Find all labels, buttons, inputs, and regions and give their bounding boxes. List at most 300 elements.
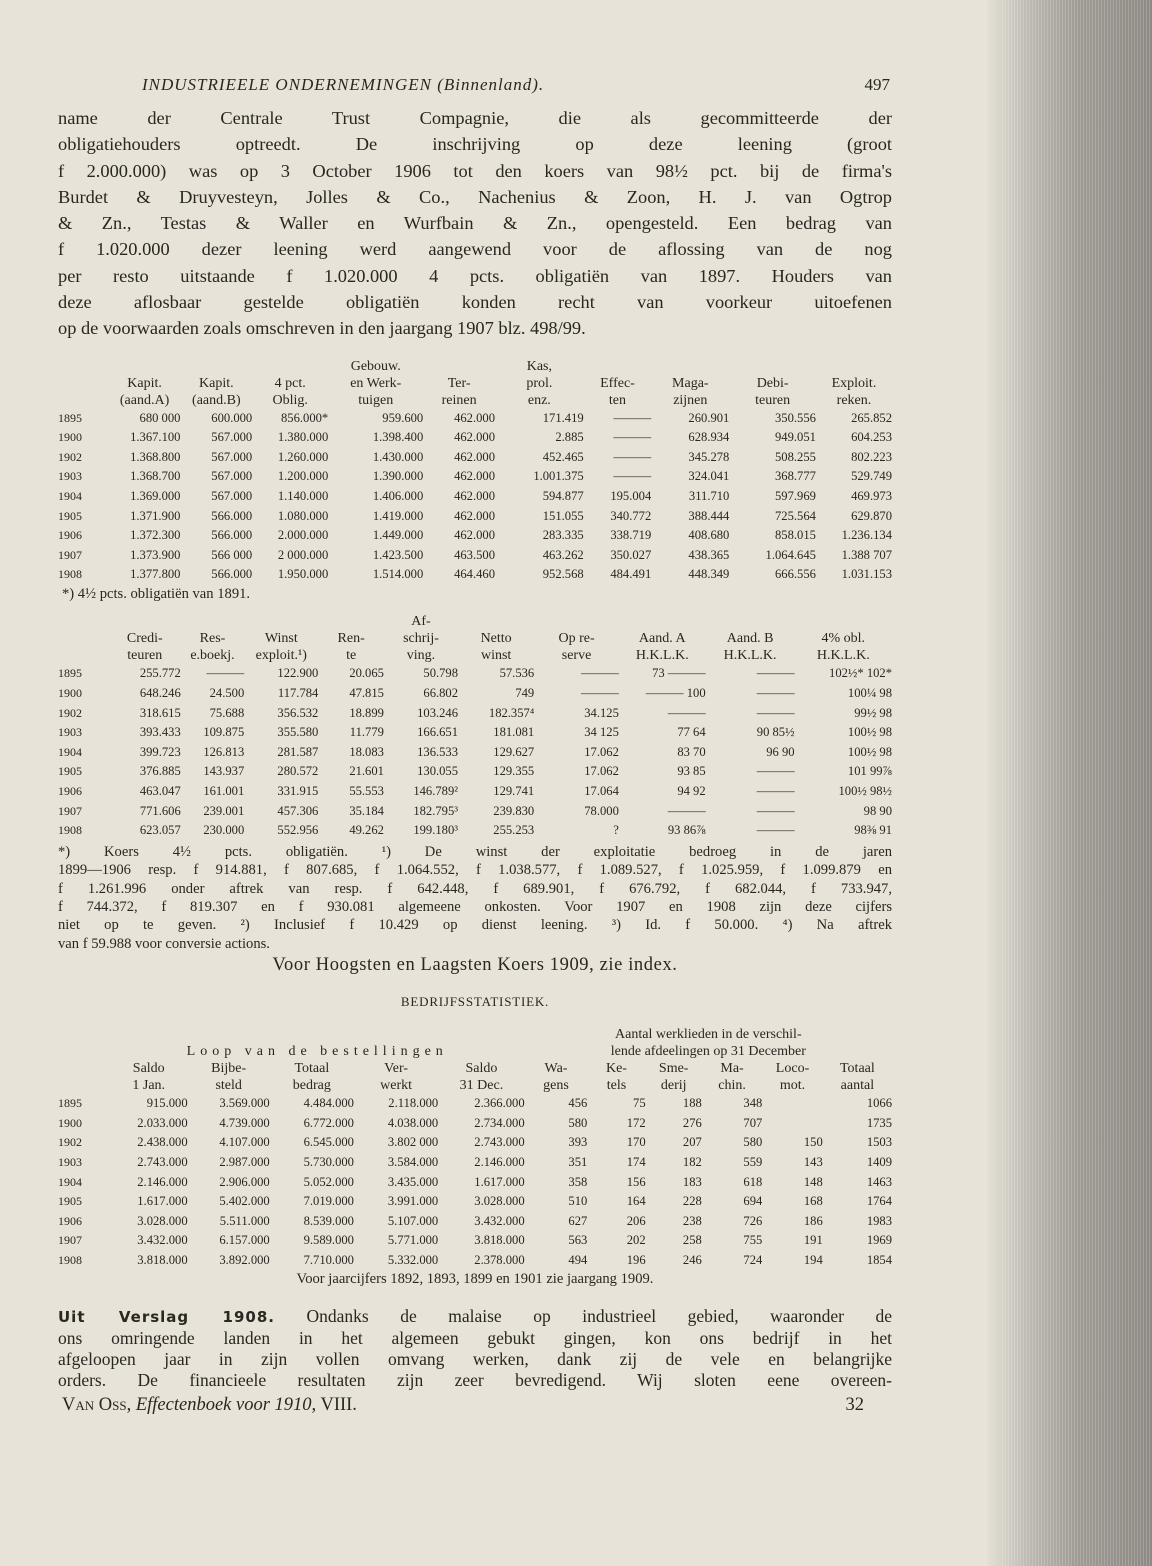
table-cell: 1.200.000 bbox=[277, 469, 329, 484]
table-cell: 376.885 bbox=[139, 764, 181, 779]
table-row bbox=[58, 664, 892, 684]
column-header: 31 Dec. bbox=[459, 1078, 504, 1094]
column-header: exploit.¹) bbox=[255, 648, 307, 664]
table-cell: 280.572 bbox=[277, 764, 319, 779]
table-cell: 469.973 bbox=[851, 489, 892, 504]
table-cell: 1.398.400 bbox=[372, 430, 424, 445]
table-cell: 3.818.000 bbox=[474, 1233, 525, 1248]
column-header: reinen bbox=[441, 392, 477, 408]
footer-book: Effectenboek voor 1910, bbox=[135, 1394, 317, 1415]
footnote-line: niet op te geven. ²) Inclusief f 10.429 op dienst leening. ³) Id. f 50.000. ⁴) Na aftrek bbox=[58, 917, 892, 934]
table-cell: 151.055 bbox=[542, 508, 584, 523]
table-cell: 129.741 bbox=[493, 783, 535, 798]
table-cell bbox=[762, 1094, 822, 1114]
table-cell: 462.000 bbox=[454, 430, 496, 445]
year-cell: 1906 bbox=[58, 1213, 82, 1228]
table-cell: 666.556 bbox=[774, 567, 816, 582]
table-cell: 1.950.000 bbox=[277, 567, 329, 582]
table-cell: 196 bbox=[626, 1252, 646, 1267]
table-row bbox=[58, 467, 892, 487]
table-cell: 2.885 bbox=[555, 430, 584, 445]
column-header: en Werk- bbox=[350, 375, 402, 391]
table-cell: 1.064.645 bbox=[765, 547, 816, 562]
table-cell: 90 85½ bbox=[756, 725, 795, 740]
year-cell: 1904 bbox=[58, 1174, 82, 1189]
footnote-line: f 1.261.996 onder aftrek van resp. f 642.448, f 689.901, f 676.792, f 682.044, f 733.947, bbox=[58, 880, 892, 897]
table-cell: 6.157.000 bbox=[219, 1233, 270, 1248]
table-cell: 1969 bbox=[866, 1233, 892, 1248]
table-cell: 34 125 bbox=[584, 725, 619, 740]
table-cell: 463.500 bbox=[454, 547, 496, 562]
column-header bbox=[109, 358, 181, 375]
table-cell: 580 bbox=[743, 1135, 763, 1150]
column-header: Kapit. bbox=[127, 375, 162, 391]
column-header: Effec- bbox=[600, 375, 635, 391]
table-cell: 122.900 bbox=[277, 666, 319, 681]
footnote-line: *) Koers 4½ pcts. obligatiën. ¹) De winst der exploitatie bedroeg in de jaren bbox=[58, 843, 892, 860]
column-header: Ma- bbox=[720, 1061, 744, 1077]
table-cell: 1.388 707 bbox=[841, 547, 892, 562]
table-cell: 2.146.000 bbox=[137, 1174, 188, 1189]
table-cell: 448.349 bbox=[688, 567, 730, 582]
table-cell: 494 bbox=[568, 1252, 588, 1267]
table-cell: 1.140.000 bbox=[277, 489, 329, 504]
table-cell: 100½ 98 bbox=[847, 725, 892, 740]
year-cell: 1900 bbox=[58, 686, 82, 701]
table-cell: ——— bbox=[581, 666, 619, 681]
column-header: H.K.L.K. bbox=[635, 648, 689, 664]
result-table bbox=[58, 613, 892, 840]
table-cell: 94 92 bbox=[677, 783, 706, 798]
table-cell: 2.033.000 bbox=[137, 1115, 188, 1130]
table-cell: 129.355 bbox=[493, 764, 535, 779]
table-cell: 1.372.300 bbox=[130, 528, 181, 543]
table-cell: 4.107.000 bbox=[219, 1135, 270, 1150]
table-cell: 856.000* bbox=[281, 410, 329, 425]
table-cell: 73 ——— bbox=[652, 666, 706, 681]
table-cell: 100½ 98½ bbox=[838, 783, 892, 798]
table-cell: 18.083 bbox=[349, 744, 384, 759]
table-cell: 191 bbox=[803, 1233, 823, 1248]
column-header bbox=[58, 613, 109, 630]
table-row bbox=[58, 821, 892, 841]
table-cell: ——— bbox=[667, 803, 706, 818]
table-cell: 707 bbox=[743, 1115, 763, 1130]
year-cell: 1904 bbox=[58, 744, 82, 759]
column-header: (aand.B) bbox=[192, 392, 241, 408]
table-cell: 170 bbox=[626, 1135, 646, 1150]
table-cell: 627 bbox=[568, 1213, 588, 1228]
footnote-line: 1899—1906 resp. f 914.881, f 807.685, f 1.064.552, f 1.038.577, f 1.089.527, f 1.025.959, f 1.099.879 en bbox=[58, 862, 892, 879]
table-cell: 17.064 bbox=[584, 783, 619, 798]
column-header: zijnen bbox=[673, 392, 708, 408]
table-row bbox=[58, 507, 892, 527]
column-header bbox=[58, 375, 109, 392]
table-cell: 1764 bbox=[866, 1194, 892, 1209]
column-header: aantal bbox=[840, 1078, 875, 1094]
table-cell: 566.000 bbox=[211, 528, 253, 543]
table-cell: 358 bbox=[568, 1174, 588, 1189]
table-cell: ——— bbox=[581, 686, 619, 701]
table-cell: 101 99⅞ bbox=[847, 764, 892, 779]
table-cell: 93 86⅞ bbox=[667, 823, 706, 838]
intro-line: f 1.020.000 dezer leening werd aangewend voor de aflossing van de nog bbox=[58, 239, 892, 260]
table-cell: 100½ 98 bbox=[847, 744, 892, 759]
table-cell: 143.937 bbox=[203, 764, 245, 779]
verslag-line: Ondanks de malaise op industrieel gebied, waaronder de bbox=[274, 1305, 893, 1326]
table-cell: 206 bbox=[626, 1213, 646, 1228]
table-cell: 1.368.700 bbox=[130, 469, 181, 484]
table-cell: 230.000 bbox=[203, 823, 245, 838]
year-cell: 1903 bbox=[58, 469, 82, 484]
column-header: 1 Jan. bbox=[132, 1078, 166, 1094]
table-cell: 75.688 bbox=[209, 705, 245, 720]
table-cell: 463.262 bbox=[542, 547, 584, 562]
column-header: chin. bbox=[718, 1078, 746, 1094]
table-cell: 7.019.000 bbox=[303, 1194, 354, 1209]
table-cell: ——— bbox=[756, 803, 795, 818]
column-header: Maga- bbox=[672, 375, 709, 391]
table-cell: 355.580 bbox=[277, 725, 319, 740]
table-cell: 136.533 bbox=[417, 744, 459, 759]
verslag-line: orders. De financieele resultaten zijn zeer bevredigend. Wij sloten eene overeen- bbox=[58, 1369, 892, 1390]
table-cell: 281.587 bbox=[277, 744, 319, 759]
column-header bbox=[651, 358, 729, 375]
table-cell: 174 bbox=[626, 1154, 646, 1169]
table-cell: 559 bbox=[743, 1154, 763, 1169]
table-cell: 580 bbox=[568, 1115, 588, 1130]
column-header bbox=[458, 613, 534, 630]
table-row bbox=[58, 1153, 892, 1173]
table-cell: 103.246 bbox=[417, 705, 459, 720]
table-cell: 1.369.000 bbox=[130, 489, 181, 504]
table-cell: 11.779 bbox=[349, 725, 384, 740]
table-cell: 566.000 bbox=[211, 567, 253, 582]
table-cell: 100¼ 98 bbox=[847, 686, 892, 701]
column-header: Bijbe- bbox=[211, 1061, 247, 1077]
table-cell: 194 bbox=[803, 1252, 823, 1267]
table-cell: ——— bbox=[756, 823, 795, 838]
table-cell: 195.004 bbox=[610, 489, 652, 504]
table-cell: 623.057 bbox=[139, 823, 181, 838]
table-cell: 130.055 bbox=[417, 764, 459, 779]
table-cell: 2.118.000 bbox=[388, 1096, 439, 1111]
intro-line: op de voorwaarden zoals omschreven in den jaargang 1907 blz. 498/99. bbox=[58, 318, 586, 339]
column-header: winst bbox=[480, 648, 512, 664]
year-cell: 1908 bbox=[58, 567, 82, 582]
table-cell: 462.000 bbox=[454, 449, 496, 464]
column-header: 4% obl. bbox=[821, 631, 866, 647]
table-cell: 399.723 bbox=[139, 744, 181, 759]
year-cell: 1902 bbox=[58, 705, 82, 720]
table-cell: 9.589.000 bbox=[303, 1233, 354, 1248]
column-header: te bbox=[346, 648, 357, 664]
table-cell: 351 bbox=[568, 1154, 588, 1169]
table-cell: 246 bbox=[682, 1252, 702, 1267]
column-header: Credi- bbox=[126, 631, 163, 647]
table-cell: 3.432.000 bbox=[137, 1233, 188, 1248]
column-header bbox=[252, 358, 328, 375]
table-cell: 50.798 bbox=[423, 666, 459, 681]
table-cell: 1.031.153 bbox=[841, 567, 892, 582]
table-cell: 239.830 bbox=[493, 803, 535, 818]
table-cell: 182.795³ bbox=[413, 803, 459, 818]
table-cell: ——— bbox=[613, 430, 652, 445]
table-cell: 55.553 bbox=[349, 783, 384, 798]
column-header: (aand.A) bbox=[119, 392, 170, 408]
table-cell: 463.047 bbox=[139, 783, 181, 798]
table-cell: ——— bbox=[756, 705, 795, 720]
column-header: H.K.L.K. bbox=[723, 648, 777, 664]
year-cell: 1906 bbox=[58, 783, 82, 798]
table-cell: 4.038.000 bbox=[387, 1115, 439, 1130]
table-cell: 457.306 bbox=[277, 803, 319, 818]
column-header bbox=[619, 613, 706, 630]
column-header: teuren bbox=[127, 648, 163, 664]
table-cell: 648.246 bbox=[139, 686, 181, 701]
table-cell: 3.818.000 bbox=[137, 1252, 188, 1267]
table-cell: 464.460 bbox=[454, 567, 496, 582]
table-row bbox=[58, 546, 892, 566]
column-header: serve bbox=[561, 648, 592, 664]
year-cell: 1905 bbox=[58, 1194, 82, 1209]
table-cell: 276 bbox=[682, 1115, 702, 1130]
table-cell: 324.041 bbox=[688, 469, 730, 484]
table-row bbox=[58, 723, 892, 743]
verslag-heading: Uit Verslag 1908. bbox=[58, 1307, 275, 1326]
table-cell: 66.802 bbox=[423, 686, 459, 701]
column-header: steld bbox=[215, 1078, 242, 1094]
table-cell: 858.015 bbox=[774, 528, 816, 543]
table-cell: 98 90 bbox=[863, 803, 892, 818]
footnote-line: f 744.372, f 819.307 en f 930.081 algemeene onkosten. Voor 1907 en 1908 zijn deze cijfers bbox=[58, 898, 892, 915]
table-cell: 1.514.000 bbox=[372, 567, 424, 582]
column-header bbox=[180, 358, 252, 375]
column-header: Kapit. bbox=[199, 375, 234, 391]
verslag-line: afgeloopen jaar in zijn vollen omvang werken, dank zij de vele en belangrijke bbox=[58, 1348, 892, 1369]
table-cell: 311.710 bbox=[688, 489, 730, 504]
table-cell: 164 bbox=[626, 1194, 646, 1209]
table-cell: 629.870 bbox=[851, 508, 892, 523]
table-cell: 1.617.000 bbox=[137, 1194, 188, 1209]
table-cell: 2.000.000 bbox=[277, 528, 329, 543]
table-cell: 1983 bbox=[866, 1213, 892, 1228]
intro-line: Burdet & Druyvesteyn, Jolles & Co., Nachenius & Zoon, H. J. van Ogtrop bbox=[58, 186, 892, 207]
column-header bbox=[58, 392, 109, 409]
table-cell: 959.600 bbox=[382, 410, 424, 425]
table-cell: 99½ 98 bbox=[854, 705, 892, 720]
column-header bbox=[58, 358, 109, 375]
verslag-line: ons omringende landen in het algemeen gebukt gingen, kon ons bedrijf in het bbox=[58, 1327, 892, 1348]
table-cell: 2.743.000 bbox=[474, 1135, 525, 1150]
table-cell: 3.028.000 bbox=[474, 1194, 525, 1209]
table-cell: 2.366.000 bbox=[474, 1096, 525, 1111]
table-cell: 3.432.000 bbox=[474, 1213, 525, 1228]
column-header: Ren- bbox=[337, 631, 365, 647]
intro-line: name der Centrale Trust Compagnie, die als gecommitteerde der bbox=[58, 108, 892, 128]
table-cell: 150 bbox=[803, 1135, 823, 1150]
year-cell: 1895 bbox=[58, 1096, 82, 1111]
table-cell: 771.606 bbox=[139, 803, 181, 818]
table-cell: 75 bbox=[633, 1096, 646, 1111]
table1-note: *) 4½ pcts. obligatiën van 1891. bbox=[62, 586, 251, 603]
page-footer bbox=[58, 1395, 892, 1416]
table-cell: ——— 100 bbox=[645, 686, 706, 701]
table-cell: 20.065 bbox=[349, 666, 384, 681]
table-cell: 3.435.000 bbox=[387, 1174, 439, 1189]
table-cell: 462.000 bbox=[454, 489, 496, 504]
table-cell: 96 90 bbox=[766, 744, 795, 759]
table-cell: 146.789² bbox=[413, 783, 459, 798]
footer-author: Van Oss, bbox=[62, 1394, 132, 1415]
table-cell: 199.180³ bbox=[413, 823, 459, 838]
table-cell: 604.253 bbox=[851, 430, 892, 445]
table-cell: 694 bbox=[743, 1194, 763, 1209]
table-cell: 566 000 bbox=[211, 547, 253, 562]
table-cell: 8.539.000 bbox=[303, 1213, 354, 1228]
table-cell: 338.719 bbox=[610, 528, 652, 543]
table-cell: 98⅜ 91 bbox=[854, 823, 892, 838]
table-cell: 255.253 bbox=[493, 823, 535, 838]
table-cell: 5.332.000 bbox=[387, 1252, 439, 1267]
table-cell: 5.402.000 bbox=[219, 1194, 270, 1209]
table-row bbox=[58, 762, 892, 782]
table-cell: 552.956 bbox=[277, 823, 319, 838]
column-header: enz. bbox=[527, 392, 551, 408]
table-cell: ——— bbox=[613, 449, 652, 464]
table-cell: 680 000 bbox=[139, 410, 181, 425]
column-header: Oblig. bbox=[272, 392, 308, 408]
column-header bbox=[584, 358, 652, 375]
column-header: Aand. B bbox=[726, 631, 774, 647]
section-title: BEDRIJFSSTATISTIEK. bbox=[400, 994, 550, 1010]
table-cell: 1.373.900 bbox=[130, 547, 181, 562]
table-cell: 166.651 bbox=[417, 725, 459, 740]
verslag-first-line bbox=[58, 1306, 892, 1328]
column-header: Totaal bbox=[839, 1061, 875, 1077]
table-cell: 5.730.000 bbox=[303, 1154, 354, 1169]
table-cell: 24.500 bbox=[209, 686, 245, 701]
table-cell: ? bbox=[613, 823, 619, 838]
column-header bbox=[729, 358, 816, 375]
year-cell: 1900 bbox=[58, 430, 82, 445]
group-right-2: lende afdeelingen op 31 December bbox=[610, 1044, 806, 1060]
column-header: e.boekj. bbox=[190, 648, 235, 664]
table-cell: 393.433 bbox=[139, 725, 181, 740]
column-header: Wa- bbox=[544, 1061, 568, 1077]
page-number: 497 bbox=[864, 75, 890, 94]
intro-line: obligatiehouders optreedt. De inschrijving op deze leening (groot bbox=[58, 134, 892, 155]
year-cell: 1908 bbox=[58, 1252, 82, 1267]
column-header: gens bbox=[543, 1078, 569, 1094]
year-cell: 1905 bbox=[58, 508, 82, 523]
table-cell: 1.380.000 bbox=[277, 430, 329, 445]
table-cell: 3.584.000 bbox=[387, 1154, 439, 1169]
table-cell: 228 bbox=[682, 1194, 702, 1209]
table-cell: ——— bbox=[756, 666, 795, 681]
table-cell: 1.260.000 bbox=[277, 449, 329, 464]
column-header: Debi- bbox=[756, 375, 789, 391]
table-cell: ——— bbox=[613, 469, 652, 484]
year-cell: 1895 bbox=[58, 666, 82, 681]
column-header bbox=[58, 1060, 110, 1077]
table-cell: 283.335 bbox=[542, 528, 584, 543]
page-stack-lines bbox=[1002, 0, 1152, 1566]
table-cell: 915.000 bbox=[146, 1096, 188, 1111]
column-header: Exploit. bbox=[831, 375, 877, 391]
table-cell: 1.419.000 bbox=[372, 508, 424, 523]
column-header: Kas, bbox=[526, 358, 552, 374]
table-cell: 2.743.000 bbox=[137, 1154, 188, 1169]
column-header: Ver- bbox=[384, 1061, 408, 1077]
table-cell: 563 bbox=[568, 1233, 588, 1248]
table-cell: 93 85 bbox=[677, 764, 706, 779]
column-header: bedrag bbox=[292, 1078, 331, 1094]
operations-table bbox=[58, 1026, 892, 1270]
table-cell: 83 70 bbox=[677, 744, 706, 759]
column-header bbox=[58, 1077, 110, 1094]
year-cell: 1905 bbox=[58, 764, 82, 779]
column-header: werkt bbox=[380, 1078, 413, 1094]
table-cell: 724 bbox=[743, 1252, 763, 1267]
column-header: mot. bbox=[779, 1078, 806, 1094]
table-row bbox=[58, 1094, 892, 1114]
verslag-paragraph bbox=[58, 1306, 892, 1391]
table-cell: 126.813 bbox=[203, 744, 245, 759]
table-cell: 109.875 bbox=[203, 725, 245, 740]
column-header: Ke- bbox=[605, 1061, 627, 1077]
table-cell: 129.627 bbox=[493, 744, 535, 759]
column-header bbox=[534, 613, 619, 630]
year-cell: 1902 bbox=[58, 1135, 82, 1150]
table-cell: 618 bbox=[743, 1174, 763, 1189]
table-cell: 182 bbox=[682, 1154, 702, 1169]
table-cell: 1.001.375 bbox=[533, 469, 584, 484]
table-cell: 1.406.000 bbox=[372, 489, 424, 504]
column-header: Netto bbox=[480, 631, 512, 647]
table-cell: ——— bbox=[756, 764, 795, 779]
table-cell: 508.255 bbox=[774, 449, 816, 464]
table-cell: 597.969 bbox=[774, 489, 816, 504]
table-cell: 567.000 bbox=[211, 449, 253, 464]
table-cell: 1.423.500 bbox=[372, 547, 424, 562]
table-cell: 117.784 bbox=[277, 686, 319, 701]
table-row bbox=[58, 409, 892, 429]
column-header bbox=[706, 613, 795, 630]
column-header: Totaal bbox=[294, 1061, 330, 1077]
footnote-line: van f 59.988 voor conversie actions. bbox=[58, 935, 270, 952]
column-header: Saldo bbox=[465, 1061, 498, 1077]
table-cell: 156 bbox=[626, 1174, 646, 1189]
column-header: tuigen bbox=[358, 392, 394, 408]
column-header bbox=[423, 358, 495, 375]
table-cell: 1.617.000 bbox=[474, 1174, 525, 1189]
table-cell: 4.739.000 bbox=[219, 1115, 270, 1130]
footer-sheet: 32 bbox=[845, 1394, 864, 1415]
year-cell: 1907 bbox=[58, 547, 82, 562]
column-header bbox=[816, 358, 892, 375]
column-header bbox=[244, 613, 318, 630]
table-cell: 350.027 bbox=[610, 547, 652, 562]
table-cell: 725.564 bbox=[774, 508, 816, 523]
table-cell: ——— bbox=[206, 666, 245, 681]
table-cell: 57.536 bbox=[499, 666, 535, 681]
table-cell: 18.899 bbox=[349, 705, 384, 720]
table-cell: 2.906.000 bbox=[219, 1174, 270, 1189]
column-header: Af- bbox=[411, 614, 431, 630]
table-cell: 171.419 bbox=[542, 410, 584, 425]
table-cell: 462.000 bbox=[454, 410, 496, 425]
